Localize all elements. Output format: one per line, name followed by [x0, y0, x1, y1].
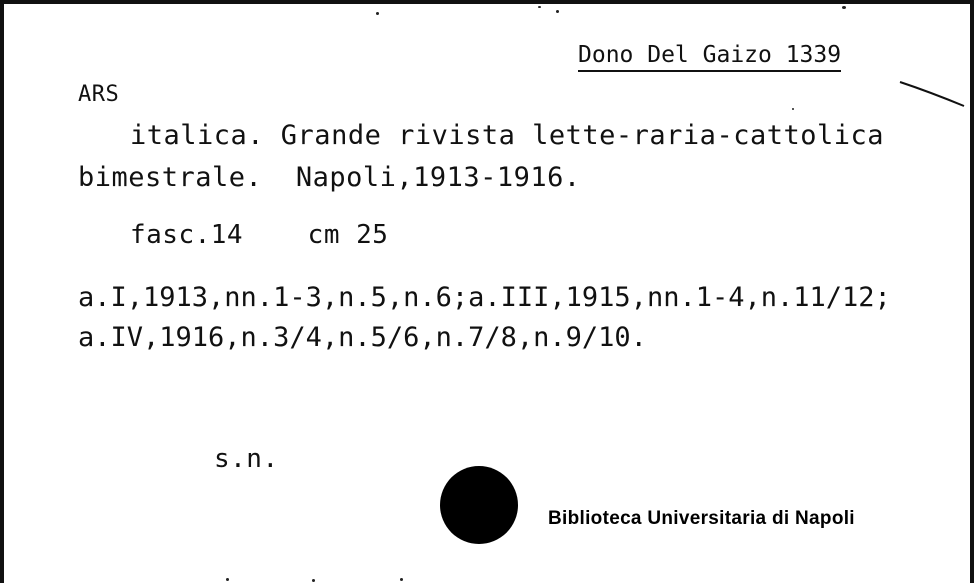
- library-stamp-text: Biblioteca Universitaria di Napoli: [548, 508, 855, 529]
- card-top-edge: [0, 0, 974, 4]
- speck: [538, 6, 541, 8]
- card-right-edge: [970, 0, 974, 583]
- card-left-edge: [0, 0, 4, 583]
- shelfmark: s.n.: [214, 444, 279, 474]
- physical-description: fasc.14 cm 25: [130, 220, 389, 250]
- donor-note: Dono Del Gaizo 1339: [578, 42, 841, 72]
- donor-underline-tail: [900, 80, 970, 110]
- speck: [226, 578, 229, 581]
- speck: [792, 108, 794, 110]
- speck: [842, 6, 846, 9]
- speck: [556, 10, 559, 13]
- title-line-1: italica. Grande rivista lette-raria-cattolica: [130, 120, 884, 151]
- speck: [400, 578, 403, 581]
- holdings-line-2: a.IV,1916,n.3/4,n.5/6,n.7/8,n.9/10.: [78, 322, 647, 353]
- speck: [376, 12, 379, 15]
- holdings-line-1: a.I,1913,nn.1-3,n.5,n.6;a.III,1915,nn.1-4,n.11/12;: [78, 282, 891, 313]
- library-stamp-dot: [440, 466, 518, 544]
- speck: [312, 579, 315, 582]
- card-heading: ARS: [78, 82, 120, 107]
- title-line-2: bimestrale. Napoli,1913-1916.: [78, 162, 581, 193]
